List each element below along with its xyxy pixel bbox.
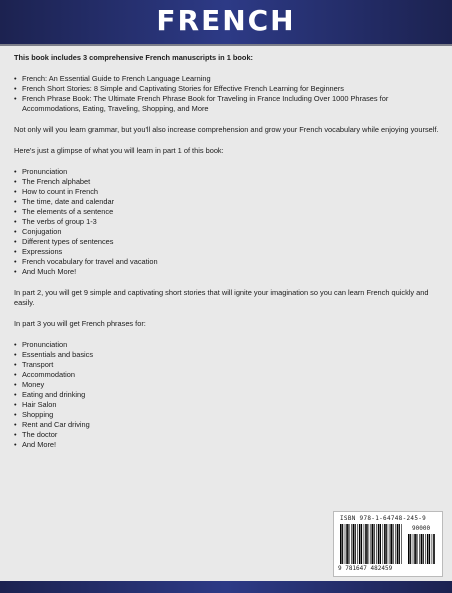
footer-band	[0, 581, 452, 593]
barcode-bar	[389, 524, 390, 564]
list-item: • Hair Salon	[14, 400, 440, 410]
list-item: • The doctor	[14, 430, 440, 440]
barcode-bar	[351, 524, 352, 564]
list-item: • French Phrase Book: The Ultimate French Phrase Book for Traveling in France Including Over 1000 Phrases for Accommodations, Eating, Traveling, Shopping, and More	[14, 94, 440, 114]
barcode-bar	[374, 524, 375, 564]
list-item: • Accommodation	[14, 370, 440, 380]
barcode-bar	[365, 524, 367, 564]
barcode-bar	[433, 534, 435, 564]
barcode-bar	[401, 524, 402, 564]
list-item: • The French alphabet	[14, 177, 440, 187]
part1-list	[14, 167, 440, 277]
list-item: • Shopping	[14, 410, 440, 420]
barcode-bar	[390, 524, 392, 564]
list-item: • Different types of sentences	[14, 237, 440, 247]
intro-text: This book includes 3 comprehensive French manuscripts in 1 book:	[14, 53, 254, 62]
barcode-bar	[384, 524, 386, 564]
barcode-bar	[372, 524, 374, 564]
barcode-bar	[395, 524, 396, 564]
header-band	[0, 0, 452, 46]
list-item: • Eating and drinking	[14, 390, 440, 400]
barcode-bar	[432, 534, 433, 564]
list-item: • The elements of a sentence	[14, 207, 440, 217]
list-item: • French vocabulary for travel and vacation	[14, 257, 440, 267]
isbn-barcode	[333, 511, 443, 577]
barcode-bar	[370, 524, 371, 564]
barcode-bar	[421, 534, 423, 564]
barcode-bar	[359, 524, 361, 564]
list-item: • Pronunciation	[14, 167, 440, 177]
barcode-addon-bars	[408, 534, 436, 564]
barcode-bar	[355, 524, 356, 564]
barcode-bar	[346, 524, 348, 564]
barcode-bar	[383, 524, 384, 564]
barcode-bar	[361, 524, 362, 564]
list-item: • The time, date and calendar	[14, 197, 440, 207]
list-item: • And More!	[14, 440, 440, 450]
back-cover-text	[14, 53, 440, 450]
barcode-bar	[340, 524, 342, 564]
barcode-bar	[423, 534, 424, 564]
part3-intro: In part 3 you will get French phrases for:	[14, 319, 146, 328]
list-item: • How to count in French	[14, 187, 440, 197]
barcode-bar	[345, 524, 346, 564]
list-item: • Pronunciation	[14, 340, 440, 350]
list-item: • And Much More!	[14, 267, 440, 277]
books-list	[14, 74, 440, 114]
list-item: • French Short Stories: 8 Simple and Captivating Stories for Effective French Learning for Beginners	[14, 84, 440, 94]
barcode-addon-number: 90000	[412, 525, 431, 532]
list-item: • Rent and Car driving	[14, 420, 440, 430]
barcode-bar	[380, 524, 381, 564]
barcode-bar	[425, 534, 426, 564]
barcode-bar	[367, 524, 368, 564]
part1-intro: Here's just a glimpse of what you will learn in part 1 of this book:	[14, 146, 224, 155]
barcode-bar	[378, 524, 380, 564]
barcode-bar	[353, 524, 355, 564]
barcode-bar	[414, 534, 416, 564]
book-title: FRENCH	[156, 4, 296, 37]
barcode-bar	[357, 524, 358, 564]
list-item: • Transport	[14, 360, 440, 370]
part3-list	[14, 340, 440, 450]
isbn-label: ISBN 978-1-64748-245-9	[340, 515, 427, 522]
barcode-bar	[342, 524, 343, 564]
barcode-bar	[393, 524, 394, 564]
barcode-bar	[348, 524, 349, 564]
barcode-bar	[386, 524, 387, 564]
barcode-bar	[399, 524, 400, 564]
barcode-bar	[364, 524, 365, 564]
barcode-bar	[413, 534, 414, 564]
list-item: • The verbs of group 1-3	[14, 217, 440, 227]
barcode-bar	[408, 534, 410, 564]
barcode-digits: 9 781647 482459	[338, 565, 393, 572]
barcode-bar	[419, 534, 420, 564]
barcode-bar	[427, 534, 429, 564]
barcode-bar	[416, 534, 417, 564]
list-item: • Money	[14, 380, 440, 390]
list-item: • Expressions	[14, 247, 440, 257]
barcode-bar	[410, 534, 411, 564]
barcode-bar	[429, 534, 430, 564]
barcode-bar	[376, 524, 377, 564]
barcode-bar	[397, 524, 399, 564]
grammar-paragraph: Not only will you learn grammar, but you'll also increase comprehension and grow your French vocabulary while enjoying yourself.	[14, 125, 439, 134]
list-item: • Conjugation	[14, 227, 440, 237]
barcode-bars	[340, 524, 404, 564]
part2-paragraph: In part 2, you will get 9 simple and captivating short stories that will ignite your imagination so you can learn French quickly and easily.	[14, 288, 429, 307]
list-item: • Essentials and basics	[14, 350, 440, 360]
list-item: • French: An Essential Guide to French Language Learning	[14, 74, 440, 84]
